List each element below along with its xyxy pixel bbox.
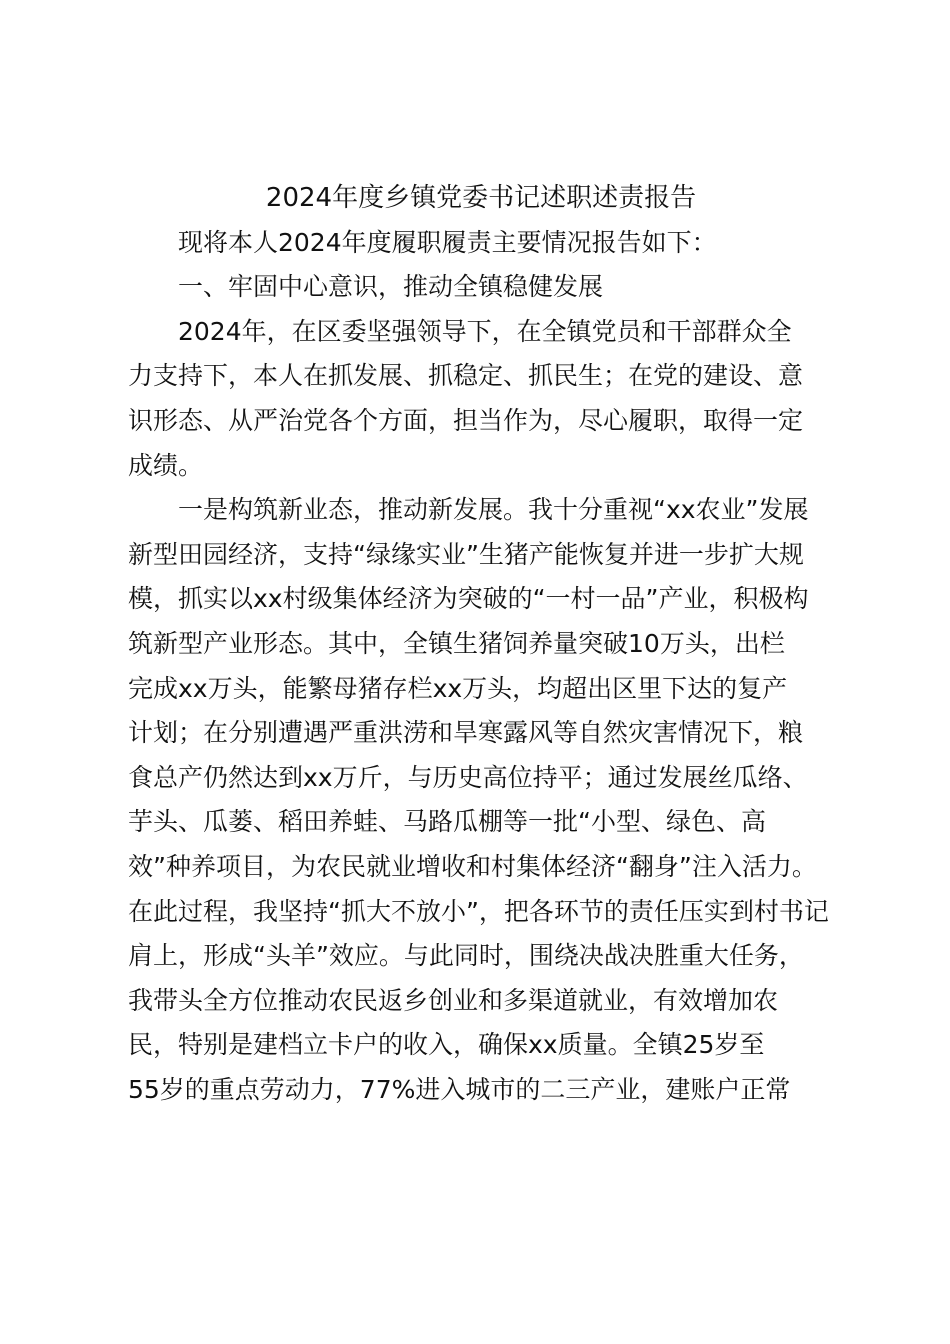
text-line: 食总产仍然达到xx万斤，与历史高位持平；通过发展丝瓜络、 — [128, 762, 808, 792]
document-body — [128, 176, 834, 1112]
text-line: 效”种养项目，为农民就业增收和村集体经济“翻身”注入活力。 — [128, 851, 817, 881]
text-line: 我带头全方位推动农民返乡创业和多渠道就业，有效增加农 — [128, 985, 779, 1015]
text-line: 计划；在分别遭遇严重洪涝和旱寒露风等自然灾害情况下，粮 — [128, 718, 804, 748]
text-line: 民，特别是建档立卡户的收入，确保xx质量。全镇25岁至 — [128, 1030, 765, 1060]
text-line: 一是构筑新业态，推动新发展。我十分重视“xx农业”发展 — [178, 495, 809, 525]
paragraph-2 — [128, 488, 834, 1112]
text-line: 2024年，在区委坚强领导下，在全镇党员和干部群众全 — [178, 316, 792, 346]
text-line: 力支持下，本人在抓发展、抓稳定、抓民生；在党的建设、意 — [128, 361, 804, 391]
text-line: 肩上，形成“头羊”效应。与此同时，围绕决战决胜重大任务， — [128, 941, 804, 971]
intro-paragraph: 现将本人2024年度履职履责主要情况报告如下： — [178, 227, 717, 257]
text-line: 芋头、瓜蒌、稻田养蛙、马路瓜棚等一批“小型、绿色、高 — [128, 807, 766, 837]
paragraph-1 — [128, 310, 834, 488]
section-heading: 一、牢固中心意识，推动全镇稳健发展 — [178, 272, 604, 302]
text-line: 55岁的重点劳动力，77%进入城市的二三产业，建账户正常 — [128, 1074, 791, 1104]
text-line: 成绩。 — [128, 450, 204, 480]
text-line: 筑新型产业形态。其中，全镇生猪饲养量突破10万头，出栏 — [128, 628, 785, 658]
text-line: 识形态、从严治党各个方面，担当作为，尽心履职，取得一定 — [128, 405, 804, 435]
text-line: 完成xx万头，能繁母猪存栏xx万头，均超出区里下达的复产 — [128, 673, 788, 703]
document-title: 2024年度乡镇党委书记述职述责报告 — [265, 183, 697, 213]
text-line: 在此过程，我坚持“抓大不放小”，把各环节的责任压实到村书记 — [128, 896, 829, 926]
text-line: 模，抓实以xx村级集体经济为突破的“一村一品”产业，积极构 — [128, 584, 809, 614]
text-line: 新型田园经济，支持“绿缘实业”生猪产能恢复并进一步扩大规 — [128, 539, 804, 569]
